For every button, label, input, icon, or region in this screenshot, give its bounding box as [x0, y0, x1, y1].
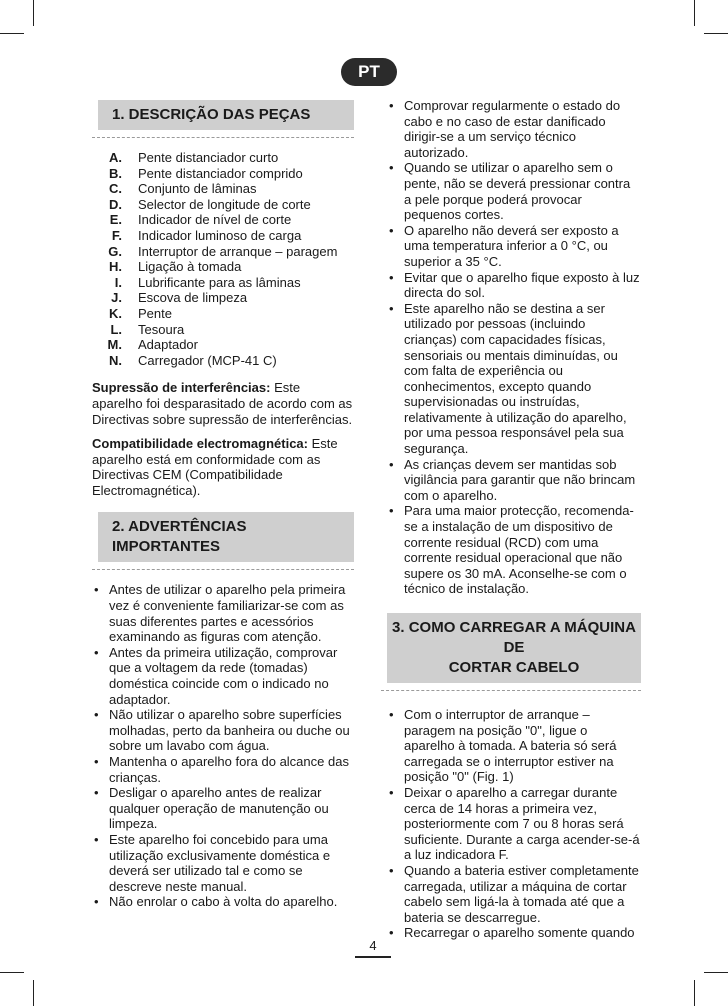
part-row [92, 259, 354, 275]
bullet-item: • As crianças devem ser mantidas sob vigilância para garantir que não brincam com o aparelho. [387, 457, 641, 504]
part-key: H. [109, 259, 122, 275]
part-key: I. [114, 274, 122, 290]
part-row [92, 306, 354, 322]
section-3-heading [387, 613, 641, 683]
crop-mark [0, 972, 24, 973]
part-row [92, 228, 354, 244]
part-row [92, 212, 354, 228]
right-column [387, 98, 641, 941]
parts-list [92, 150, 354, 368]
bullet-item: • Antes de utilizar o aparelho pela primeira vez é conveniente familiarizar-se com as suas diferentes partes e acessórios examinando as figuras com atenção. [92, 582, 354, 644]
bullet-item: • Este aparelho foi concebido para uma utilização exclusivamente doméstica e deverá ser utilizado tal e como se descreve neste manual. [92, 832, 354, 894]
part-row [92, 166, 354, 182]
bullet-item: • O aparelho não deverá ser exposto a uma temperatura inferior a 0 °C, ou superior a 35 °C. [387, 223, 641, 270]
bullet-item: • Não utilizar o aparelho sobre superfícies molhadas, perto da banheira ou duche ou sobre um lavabo com água. [92, 707, 354, 754]
part-row [92, 181, 354, 197]
part-row [92, 275, 354, 291]
bullet-item: • Recarregar o aparelho somente quando [387, 925, 641, 941]
bullet-item: • Mantenha o aparelho fora do alcance das crianças. [92, 754, 354, 785]
bullet-item: • Comprovar regularmente o estado do cabo e no caso de estar danificado dirigir-se a um serviço técnico autorizado. [387, 98, 641, 160]
left-column [92, 98, 354, 910]
section-3-title-line-1: 3. COMO CARREGAR A MÁQUINA DE [392, 619, 636, 656]
emc-text: Este aparelho está em conformidade com as Directivas CEM (Compatibilidade Electromagnética). [92, 436, 338, 498]
part-label: Pente distanciador comprido [138, 165, 303, 181]
suppression-paragraph [92, 380, 354, 427]
crop-mark [0, 33, 24, 34]
part-key: J. [111, 290, 122, 306]
language-badge: PT [341, 58, 397, 86]
emc-paragraph [92, 436, 354, 498]
crop-mark [704, 33, 728, 34]
warnings-list-right [387, 98, 641, 597]
part-label: Pente distanciador curto [138, 150, 279, 165]
part-label: Indicador de nível de corte [138, 212, 292, 228]
bullet-item: • Com o interruptor de arranque – paragem na posição "0", ligue o aparelho à tomada. A bateria só será carregada se o interruptor estiver na posição "0" (Fig. 1) [387, 707, 641, 785]
part-label: Adaptador [138, 337, 198, 353]
charging-list [387, 707, 641, 941]
part-row [92, 150, 354, 166]
part-row [92, 197, 354, 213]
part-label: Lubrificante para as lâminas [138, 274, 301, 290]
bullet-item: • Quando a bateria estiver completamente carregada, utilizar a máquina de cortar cabelo sem ligá-la à tomada até que a bateria se descarregue. [387, 863, 641, 925]
crop-mark [704, 972, 728, 973]
part-row [92, 322, 354, 338]
bullet-item: • Deixar o aparelho a carregar durante cerca de 14 horas a primeira vez, posteriormente com 7 ou 8 horas será suficiente. Durante a carga acender-se-á a luz indicadora F. [387, 785, 641, 863]
bullet-item: • Para uma maior protecção, recomenda-se a instalação de um dispositivo de corrente residual (RCD) com uma corrente residual operacional que não supere os 30 mA. Aconselhe-se com o técnico de instalação. [387, 503, 641, 597]
part-label: Interruptor de arranque – paragem [138, 243, 338, 259]
page-number: 4 [355, 938, 391, 953]
crop-mark [33, 980, 34, 1006]
part-key: G. [108, 243, 122, 259]
part-label: Conjunto de lâminas [138, 181, 257, 197]
crop-mark [694, 0, 695, 26]
part-key: M. [107, 337, 122, 353]
part-key: L. [110, 321, 122, 337]
section-3-title-line-2: CORTAR CABELO [448, 659, 580, 676]
part-key: C. [109, 181, 122, 197]
part-label: Ligação à tomada [138, 259, 242, 275]
section-1-heading: 1. DESCRIÇÃO DAS PEÇAS [98, 100, 354, 130]
part-key: K. [109, 305, 122, 321]
part-key: D. [109, 196, 122, 212]
part-row [92, 244, 354, 260]
crop-mark [33, 0, 34, 26]
warnings-list-left [92, 582, 354, 909]
part-row [92, 353, 354, 369]
part-label: Pente [138, 305, 172, 321]
part-row [92, 290, 354, 306]
part-key: N. [109, 352, 122, 368]
part-row [92, 337, 354, 353]
part-key: E. [109, 212, 122, 228]
part-label: Tesoura [138, 321, 185, 337]
bullet-item: • Evitar que o aparelho fique exposto à luz directa do sol. [387, 270, 641, 301]
bullet-item: • Quando se utilizar o aparelho sem o pente, não se deverá pressionar contra a pele porque poderá provocar pequenos cortes. [387, 160, 641, 222]
suppression-text: Este aparelho foi desparasitado de acordo com as Directivas sobre supressão de interferências. [92, 380, 353, 427]
crop-mark [694, 980, 695, 1006]
bullet-item: • Este aparelho não se destina a ser utilizado por pessoas (incluindo crianças) com capacidades físicas, sensoriais ou mentais diminuídas, ou com falta de experiência ou conhecimentos, excepto quando supervisionadas ou instruídas, relativamente à utilização do aparelho, por uma pessoa responsável pela sua segurança. [387, 301, 641, 457]
part-key: B. [109, 165, 122, 181]
bullet-item: • Desligar o aparelho antes de realizar qualquer operação de manutenção ou limpeza. [92, 785, 354, 832]
part-label: Carregador (MCP-41 C) [138, 352, 277, 368]
suppression-label: Supressão de interferências: [92, 380, 271, 396]
part-label: Escova de limpeza [138, 290, 248, 306]
part-key: F. [111, 227, 122, 243]
emc-label: Compatibilidade electromagnética: [92, 436, 308, 452]
bullet-item: • Antes da primeira utilização, comprovar que a voltagem da rede (tomadas) doméstica coincide com o indicado no adaptador. [92, 645, 354, 707]
part-label: Selector de longitude de corte [138, 196, 311, 212]
part-label: Indicador luminoso de carga [138, 227, 302, 243]
part-key: A. [109, 150, 122, 165]
section-2-heading: 2. ADVERTÊNCIAS IMPORTANTES [98, 512, 354, 562]
bullet-item: • Não enrolar o cabo à volta do aparelho. [92, 894, 354, 910]
